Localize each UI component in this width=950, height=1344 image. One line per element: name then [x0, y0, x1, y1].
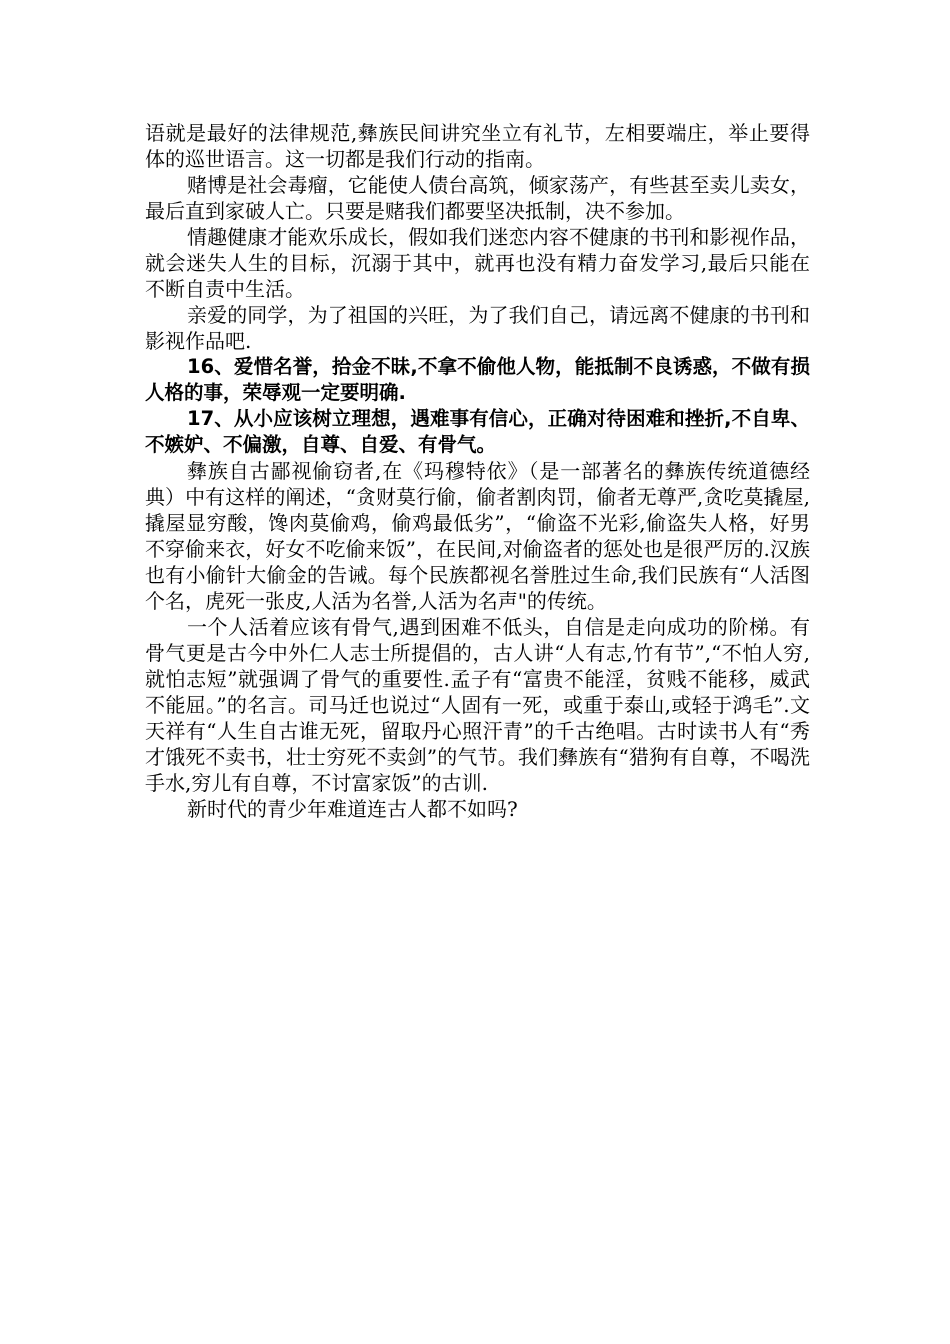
paragraph-appeal-to-students: 亲爱的同学，为了祖国的兴旺，为了我们自己，请远离不健康的书刊和影视作品吧. [145, 303, 810, 353]
paragraph-healthy-interests: 情趣健康才能欢乐成长，假如我们迷恋内容不健康的书刊和影视作品，就会迷失人生的目标，沉溺于其中，就再也没有精力奋发学习,最后只能在不断自责中生活。 [145, 225, 810, 301]
paragraph-closing-question: 新时代的青少年难道连古人都不如吗? [187, 797, 518, 821]
paragraph-gambling: 赌博是社会毒瘤，它能使人债台高筑，倾家荡产，有些甚至卖儿卖女，最后直到家破人亡。只要是赌我们都要坚决抵制，决不参加。 [145, 173, 810, 223]
rule-17-heading: 17、从小应该树立理想，遇难事有信心，正确对待困难和挫折,不自卑、不嫉妒、不偏激，自尊、自爱、有骨气。 [145, 407, 810, 456]
paragraph-law-norms: 语就是最好的法律规范,彝族民间讲究坐立有礼节，左相要端庄，举止要得体的巡世语言。这一切都是我们行动的指南。 [145, 121, 810, 171]
paragraph-backbone: 一个人活着应该有骨气,遇到困难不低头，自信是走向成功的阶梯。有骨气更是古今中外仁人志士所提倡的，古人讲“人有志,竹有节”,“不怕人穷,就怕志短”就强调了骨气的重要性.孟子有“富贵不能淫，贫贱不能移，威武不能屈。”的名言。司马迁也说过“人固有一死，或重于泰山,或轻于鸿毛”.文天祥有“人生自古谁无死，留取丹心照汗青”的千古绝唱。古时读书人有“秀才饿死不卖书，壮士穷死不卖剑”的气节。我们彝族有“猎狗有自尊，不喝洗手水,穷儿有自尊，不讨富家饭”的古训. [145, 615, 810, 795]
rule-16-heading: 16、爱惜名誉，拾金不昧,不拿不偷他人物，能抵制不良诱惑，不做有损人格的事，荣辱观一定要明确. [145, 355, 810, 404]
document-body [145, 120, 810, 822]
paragraph-against-theft: 彝族自古鄙视偷窃者,在《玛穆特依》（是一部著名的彝族传统道德经典）中有这样的阐述，“贪财莫行偷，偷者割肉罚，偷者无尊严,贪吃莫撬屋,撬屋显穷酸，馋肉莫偷鸡，偷鸡最低劣”，“偷盗不光彩,偷盗失人格，好男不穿偷来衣，好女不吃偷来饭”，在民间,对偷盗者的惩处也是很严厉的.汉族也有小偷针大偷金的告诫。每个民族都视名誉胜过生命,我们民族有“人活图个名，虎死一张皮,人活为名誉,人活为名声"的传统。 [145, 459, 810, 613]
